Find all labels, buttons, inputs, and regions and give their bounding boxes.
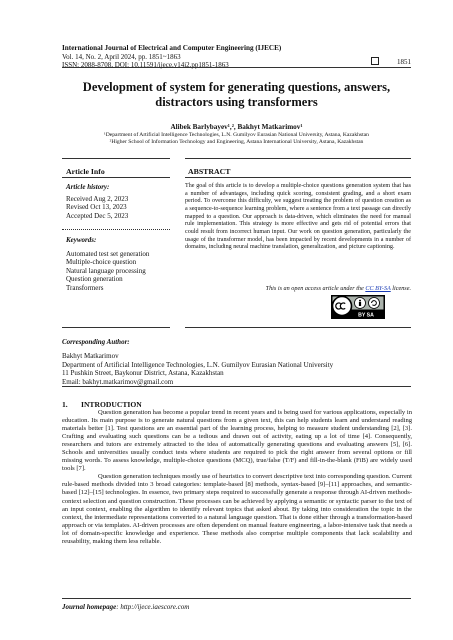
article-info-rule: [62, 177, 170, 178]
history-accepted: Accepted Dec 5, 2023: [66, 211, 129, 220]
footer-url[interactable]: : http://ijece.iaescore.com: [116, 603, 190, 611]
history-divider: [62, 229, 170, 230]
affiliation-2: ²Higher School of Information Technology and Engineering, Astana International University, Astana, Kazakhstan: [109, 139, 364, 145]
license-link[interactable]: CC BY-SA: [365, 285, 391, 292]
abstract-rule: [185, 177, 411, 178]
square-icon: [371, 57, 379, 65]
article-info-top-rule: [62, 158, 170, 159]
issn-line: ISSN: 2088-8708, DOI: 10.11591/ijece.v14i2.pp1851-1863: [62, 61, 229, 70]
title-line-1: Development of system for generating questions, answers,: [82, 80, 391, 94]
header-rule: [62, 67, 411, 68]
abstract-heading: ABSTRACT: [188, 167, 231, 176]
authors: Alibek Barlybayev¹,², Bakhyt Matkarimov¹: [170, 123, 303, 131]
license-statement: [185, 285, 411, 292]
corresponding-name: Bakhyt Matkarimov: [62, 352, 119, 361]
page-number: 1851: [397, 58, 411, 66]
corresponding-address: 11 Pushkin Street, Baykonur District, Astana, Kazakhstan: [62, 369, 224, 378]
license-prefix: This is an open access article under the: [265, 285, 366, 292]
history-revised: Revised Oct 13, 2023: [66, 203, 127, 212]
footer-rule: [62, 598, 411, 599]
journal-title: International Journal of Electrical and Computer Engineering (IJECE): [62, 44, 282, 52]
keyword-item: Question generation: [66, 275, 123, 284]
article-info-heading: Article Info: [66, 167, 105, 176]
page-number-block: [371, 57, 411, 66]
keywords-list: [66, 250, 149, 292]
introduction-paragraph-1: Question generation has become a popular trend in recent years and is being used for various applications, especially in education. Its main purpose is to generate natural questions from a given text, this can help students learn and understand reading materials better [1]. Test questions are an essential part of the learning process, helping to measure student understanding [2], [3]. Crafting and evaluating such questions can be a tedious and drawn out of activity, eating up a lot of time [4]. Consequently, researchers and tutors are extremely attracted to the idea of automatically generating questions and evaluating answers [5], [6]. Schools and universities usually conduct tests where students are required to pick the right answer from several options or fill missing words. To assess knowledge, multiple-choice questions (MCQ), true/false (T/F) and fill-in-the-blank (FiB) are widely used tools [7].: [62, 409, 412, 473]
introduction-paragraph-2: Question generation techniques mostly use of heuristics to convert descriptive text into corresponding question. Current rule-based methods divided into 3 broad categories: template-based [8] methods, syntax-based [9]–[11] approaches, and semantic-based [12]–[15] technologies. In essence, two primary steps required to successfully generate a response through AI-driven methods-context selection and question construction. These processes can be achieved by applying a semantic or syntactic parser to the text of an input context, enabling the algorithm to identify relevant topics that asked about. By taking into consideration the topic in the context, the intermediate representations converted to a natural language question. That is done either through a transformation-based approach or via templates. AI-driven processes are often dependent on manual feature engineering, a labor-intensive task that needs a lot of domain-specific knowledge and experience. These methods also comprise multiple components that lack scalability and reusability, making them less reliable.: [62, 473, 412, 545]
history-received: Received Aug 2, 2023: [66, 195, 129, 203]
history-heading: Article history:: [66, 183, 110, 191]
volume-line: Vol. 14, No. 2, April 2024, pp. 1851~1863: [62, 52, 181, 61]
keyword-item: Multiple-choice question: [66, 258, 137, 267]
title-line-2: distractors using transformers: [155, 95, 318, 109]
corresponding-email: Email: bakhyt.matkarimov@gmail.com: [62, 377, 174, 386]
keywords-heading: Keywords:: [66, 236, 97, 244]
corresponding-heading: Corresponding Author:: [62, 338, 130, 346]
introduction-body: [62, 409, 412, 546]
license-suffix: license.: [390, 285, 411, 292]
affiliation-1: ¹Department of Artificial Intelligence Technologies, L.N. Gumilyov Eurasian National University, Astana, Kazakhstan: [104, 132, 369, 138]
paper-title: [62, 80, 411, 110]
keyword-item: Natural language processing: [66, 266, 146, 275]
corresponding-department: Department of Artificial Intelligence Technologies, L.N. Gumilyov Eurasian National University: [62, 360, 334, 369]
history-list: [66, 195, 128, 220]
footer-label: Journal homepage: [62, 603, 117, 611]
keyword-item: Automated test set generation: [66, 250, 150, 258]
introduction-heading: 1. INTRODUCTION: [62, 400, 142, 409]
article-info-bottom-rule: [62, 327, 170, 328]
cc-by-sa-badge[interactable]: [331, 295, 385, 319]
journal-homepage: [62, 603, 189, 611]
abstract-top-rule: [185, 158, 411, 159]
cc-badge-icon: [331, 295, 385, 319]
abstract-text: The goal of this article is to develop a multiple-choice questions generation system that has a number of advantages, including quick scoring, consistent grading, and a short exam period. To overcome this difficulty, we suggest treating the problem of question creation as a sequence-to-sequence learning problem, where a sentence from a text passage can directly mapped to a question. Our approach is data-driven, which eliminates the need for manual rule implementation. This strategy is more effective and gets rid of potential errors that could result from incorrect human input. Our work on question generation, particularly the usage of the transformer model, has been impacted by recent developments in a number of domains, including neural machine translation, generalization, and picture captioning.: [185, 183, 411, 251]
keyword-item: Transformers: [66, 283, 104, 292]
journal-header: [62, 44, 281, 70]
corresponding-author: [62, 338, 412, 386]
abstract-bottom-rule: [185, 327, 411, 328]
cc-badge-label: BY SA: [358, 312, 374, 319]
corresponding-bottom-rule: [62, 386, 411, 387]
